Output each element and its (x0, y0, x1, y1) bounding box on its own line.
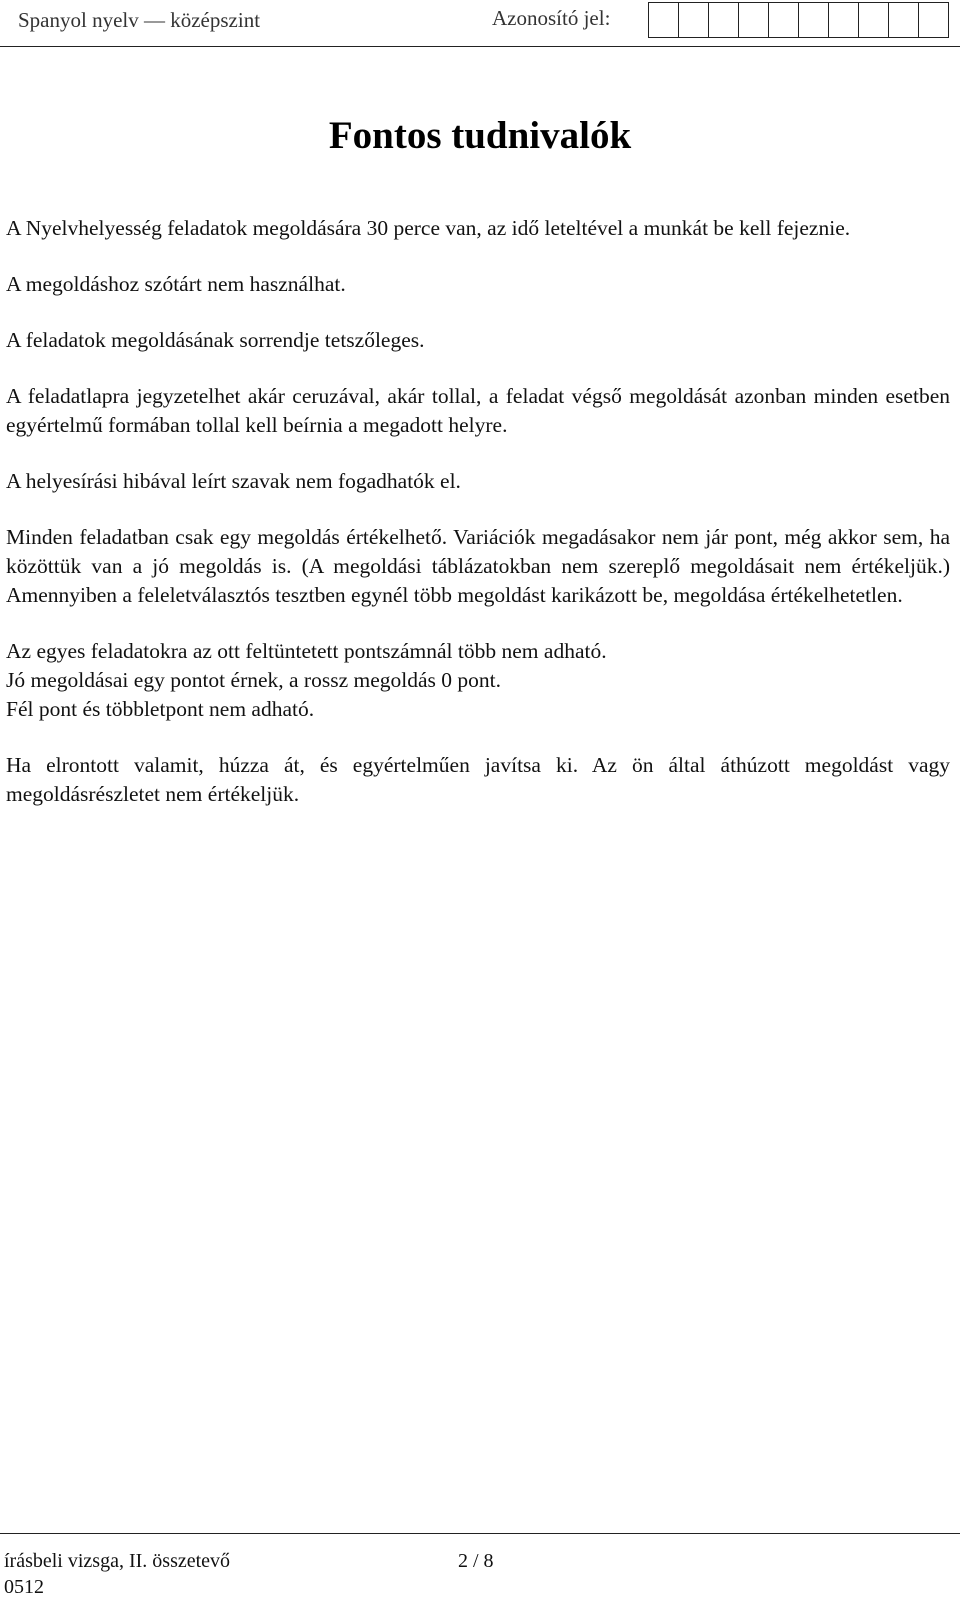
instruction-paragraph: A feladatok megoldásának sorrendje tetszőleges. (6, 328, 425, 352)
exam-subject: Spanyol nyelv — középszint (18, 8, 261, 32)
page-number: 2 / 8 (458, 1550, 494, 1572)
instruction-paragraph: A feladatlapra jegyzetelhet akár ceruzával, akár tollal, a feladat végső megoldását azonban minden esetben egyértelmű formában tollal kell beírnia a megadott helyre. (6, 384, 950, 437)
id-box (799, 2, 829, 38)
id-box (889, 2, 919, 38)
instruction-paragraph: Az egyes feladatokra az ott feltüntetett pontszámnál több nem adható. (6, 639, 607, 663)
header-divider (0, 46, 960, 47)
id-box (769, 2, 799, 38)
instruction-paragraph: A megoldáshoz szótárt nem használhat. (6, 272, 346, 296)
page-footer-info (4, 1548, 230, 1600)
id-box (829, 2, 859, 38)
page-title: Fontos tudnivalók (328, 114, 632, 157)
id-box (859, 2, 889, 38)
id-box (709, 2, 739, 38)
exam-code: 0512 (4, 1576, 44, 1598)
exam-part-label: írásbeli vizsga, II. összetevő (4, 1550, 231, 1572)
instruction-paragraph: Jó megoldásai egy pontot érnek, a rossz megoldás 0 pont. (6, 668, 501, 692)
instruction-paragraph: Minden feladatban csak egy megoldás értékelhető. Variációk megadásakor nem jár pont, még akkor sem, ha közöttük van a jó megoldás is. (A megoldási táblázatokban nem szereplő megoldásait nem értékeljük.) Amennyiben a feleletválasztós tesztben egynél több megoldást karikázott be, megoldása értékelhetetlen. (6, 525, 950, 607)
id-input-boxes (648, 2, 949, 38)
instructions-body (6, 214, 950, 836)
footer-divider (0, 1533, 960, 1534)
instruction-paragraph: Ha elrontott valamit, húzza át, és egyértelműen javítsa ki. Az ön által áthúzott megoldást vagy megoldásrészletet nem értékeljük. (6, 753, 950, 806)
instruction-paragraph: Fél pont és többletpont nem adható. (6, 697, 315, 721)
id-box (739, 2, 769, 38)
id-box (679, 2, 709, 38)
id-box (919, 2, 949, 38)
id-label: Azonosító jel: (492, 6, 611, 30)
instruction-paragraph: A helyesírási hibával leírt szavak nem fogadhatók el. (6, 469, 461, 493)
page-header (0, 0, 960, 46)
instruction-paragraph: A Nyelvhelyesség feladatok megoldására 30 perce van, az idő leteltével a munkát be kell fejeznie. (6, 216, 851, 240)
id-box (649, 2, 679, 38)
